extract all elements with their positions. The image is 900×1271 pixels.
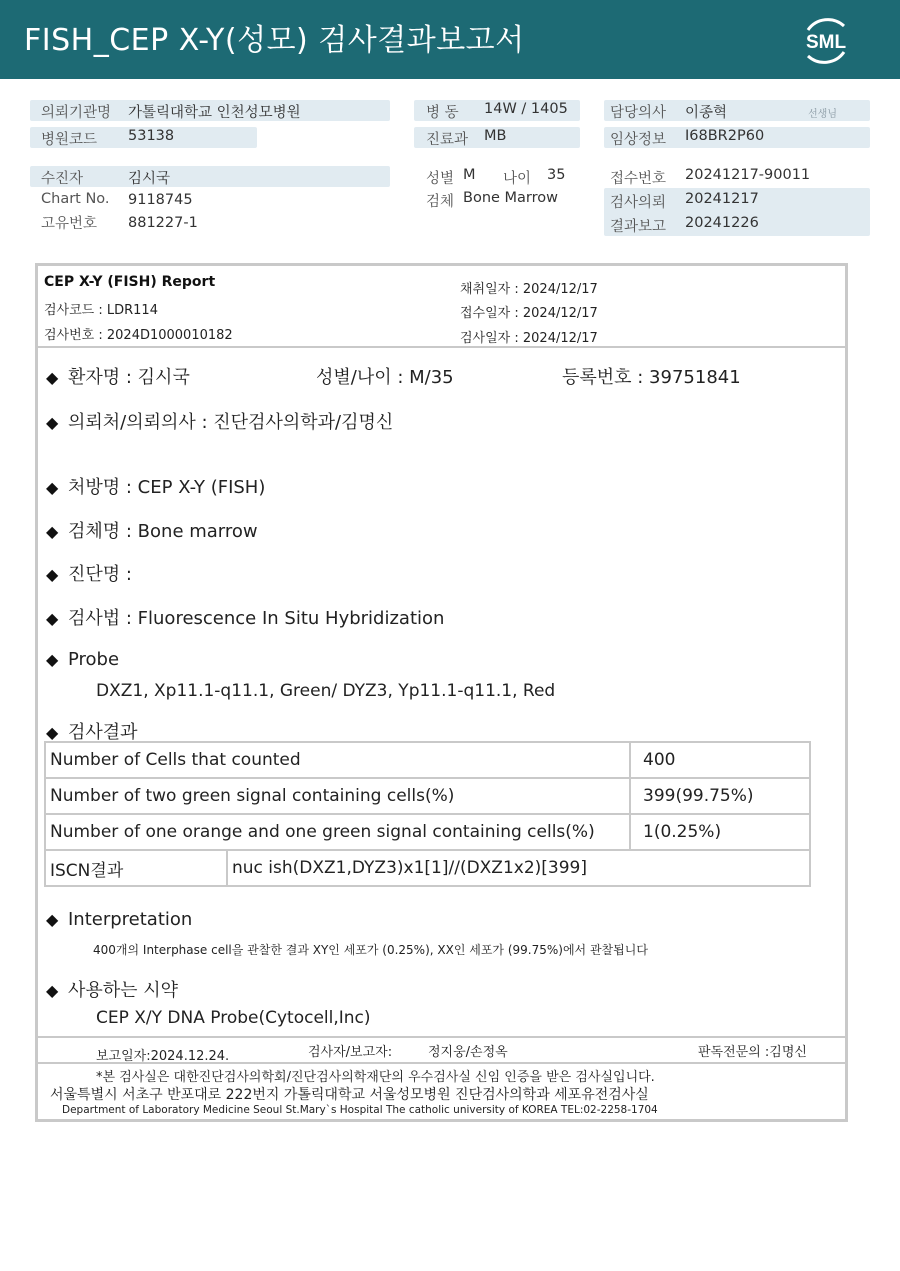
specimen-value: Bone Marrow [463,190,559,206]
table-row [45,778,810,814]
ward-value: 14W / 1405 [484,101,568,117]
institution-label: 의뢰기관명 [41,105,112,121]
clinical-value: I68BR2P60 [685,128,765,144]
info-bar-patient [30,166,390,187]
collect-date: 채취일자 : 2024/12/17 [460,282,598,297]
dept-label: 진료과 [426,132,469,148]
diamond-icon: ◆ [46,910,59,929]
table-row [45,814,810,850]
probe-text: DXZ1, Xp11.1-q11.1, Green/ DYZ3, Yp11.1-q11.1, Red [96,681,556,701]
prescription-line: ◆ 처방명 : CEP X-Y (FISH) [46,477,266,498]
result-label: 결과보고 [610,219,667,235]
orange-green-value: 1(0.25%) [630,814,810,850]
patient-name-line: ◆ 환자명 : 김시국 [46,367,190,388]
address-english: Department of Laboratory Medicine Seoul St.Mary`s Hospital The catholic university of KOREA TEL:02-2258-1704 [62,1104,658,1116]
table-row [45,850,810,886]
report-heading: CEP X-Y (FISH) Report [44,274,216,290]
receipt-label: 접수번호 [610,171,667,187]
reagent-label-line: ◆ 사용하는 시약 [46,980,179,1001]
footer-divider-bottom [38,1062,845,1064]
test-code: 검사코드 : LDR114 [44,303,158,318]
sex-age-line: 성별/나이 : M/35 [316,367,454,388]
unique-value: 881227-1 [128,215,198,231]
cells-counted-label: Number of Cells that counted [45,742,630,778]
test-number: 검사번호 : 2024D1000010182 [44,328,233,343]
institution-value: 가톨릭대학교 인천성모병원 [128,105,301,121]
receive-date: 접수일자 : 2024/12/17 [460,306,598,321]
hospital-code-label: 병원코드 [41,132,98,148]
dept-value: MB [484,128,507,144]
patient-label: 수진자 [41,171,84,187]
reagent-text: CEP X/Y DNA Probe(Cytocell,Inc) [96,1008,371,1028]
specimen-label: 검체 [426,194,455,210]
request-value: 20241217 [685,191,759,207]
result-table [44,741,811,887]
clinical-label: 임상정보 [610,132,667,148]
diagnosis-line: ◆ 진단명 : [46,564,132,585]
diamond-icon: ◆ [46,368,59,387]
diamond-icon: ◆ [46,522,59,541]
doctor-label: 담당의사 [610,105,667,121]
report-box [35,263,848,1122]
doctor-suffix: 선생님 [808,109,837,120]
test-date: 검사일자 : 2024/12/17 [460,331,598,346]
orange-green-label: Number of one orange and one green signal containing cells(%) [45,814,630,850]
age-value: 35 [547,167,566,183]
doctor-value: 이종혁 [685,105,728,121]
patient-value: 김시국 [128,171,171,187]
reg-no-line: 등록번호 : 39751841 [562,367,741,388]
probe-label-line: ◆ Probe [46,649,120,670]
requester-line: ◆ 의뢰처/의뢰의사 : 진단검사의학과/김명신 [46,412,394,433]
certification-note: *본 검사실은 대한진단검사의학회/진단검사의학재단의 우수검사실 신임 인증을 받은 검사실입니다. [96,1070,655,1085]
diamond-icon: ◆ [46,565,59,584]
receipt-value: 20241217-90011 [685,167,811,183]
report-date: 보고일자:2024.12.24. [96,1049,230,1064]
tester-label: 검사자/보고자: [308,1045,393,1060]
ward-label: 병 동 [426,105,459,121]
request-label: 검사의뢰 [610,195,667,211]
header-banner [0,0,900,79]
report-title: FISH_CEP X-Y(성모) 검사결과보고서 [24,23,525,58]
interpretation-label-line: ◆ Interpretation [46,909,193,930]
diamond-icon: ◆ [46,478,59,497]
unique-label: 고유번호 [41,216,98,232]
hospital-code-value: 53138 [128,128,175,144]
sex-label: 성별 [426,171,455,187]
tester-names: 정지웅/손정옥 [428,1045,508,1060]
specialist: 판독전문의 :김명신 [698,1045,807,1060]
diamond-icon: ◆ [46,413,59,432]
interpretation-text: 400개의 Interphase cell을 관찰한 결과 XY인 세포가 (0.25%), XX인 세포가 (99.75%)에서 관찰됩니다 [93,943,648,957]
cells-counted-value: 400 [630,742,810,778]
age-label: 나이 [503,171,532,187]
chart-label: Chart No. [41,191,110,207]
table-row [45,742,810,778]
specimen-line: ◆ 검체명 : Bone marrow [46,521,258,542]
diamond-icon: ◆ [46,981,59,1000]
chart-value: 9118745 [128,192,193,208]
iscn-label: ISCN결과 [45,850,227,886]
footer-divider-top [38,1036,845,1038]
iscn-value: nuc ish(DXZ1,DYZ3)x1[1]//(DXZ1x2)[399] [227,850,810,886]
two-green-label: Number of two green signal containing cells(%) [45,778,630,814]
logo-text: SML [805,32,847,53]
diamond-icon: ◆ [46,650,59,669]
sml-logo [798,12,854,68]
method-line: ◆ 검사법 : Fluorescence In Situ Hybridization [46,608,445,629]
two-green-value: 399(99.75%) [630,778,810,814]
address-korean: 서울특별시 서초구 반포대로 222번지 가톨릭대학교 서울성모병원 진단검사의학과 세포유전검사실 [50,1087,649,1103]
report-header [38,266,845,348]
result-value: 20241226 [685,215,759,231]
diamond-icon: ◆ [46,609,59,628]
sex-value: M [463,167,476,183]
result-label-line: ◆ 검사결과 [46,722,138,743]
diamond-icon: ◆ [46,723,59,742]
